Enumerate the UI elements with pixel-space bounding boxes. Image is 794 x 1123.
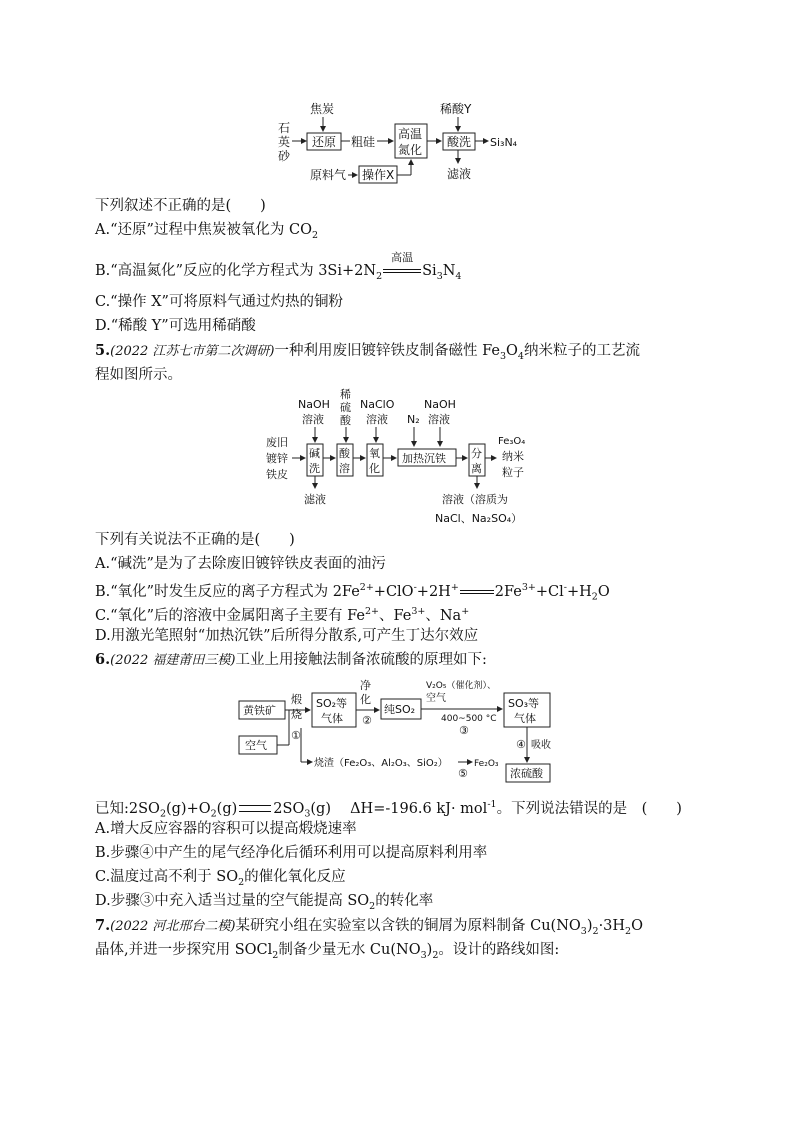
- text: 的催化氧化反应: [244, 869, 346, 885]
- fig2-acid-b: 溶: [339, 462, 350, 475]
- sub: 2: [312, 229, 319, 241]
- sup: 3+: [521, 582, 536, 593]
- sup: +: [461, 606, 470, 617]
- q6-option-d-text: D.步骤③中充入适当过量的空气能提高 SO: [95, 893, 370, 909]
- sub: 2: [210, 808, 217, 820]
- q6-source: (2022 福建莆田三模): [110, 653, 236, 668]
- sup: +: [450, 582, 459, 593]
- fig3-catalyst: V₂O₅（催化剂）、: [426, 681, 496, 691]
- sub: 4: [517, 350, 524, 362]
- formula: (g): [216, 800, 238, 817]
- fig2-naoh1-b: 溶液: [302, 413, 324, 426]
- flowchart-sulfuric-acid: [236, 676, 566, 788]
- fig1-raw-gas: 原料气: [310, 168, 347, 182]
- stem: 晶体,并进一步探究用 SOCl: [95, 942, 273, 958]
- q6-option-b[interactable]: B.步骤④中产生的尾气经净化后循环利用可以提高原料利用率: [95, 845, 488, 861]
- q6-option-d[interactable]: [95, 892, 433, 916]
- text: 的转化率: [375, 893, 434, 909]
- formula: 、Fe: [379, 607, 412, 624]
- fig2-naclo-a: NaClO: [360, 398, 395, 411]
- formula: 、Na: [425, 607, 462, 624]
- sub: 3: [304, 808, 311, 820]
- q7-source: (2022 河北邢台二模): [110, 919, 236, 934]
- fig1-reduce: 还原: [312, 135, 337, 149]
- stem: 纳米粒子的工艺流: [523, 343, 640, 359]
- sup: -: [563, 582, 567, 593]
- sup: 2+: [359, 582, 374, 593]
- fig1-stone-2: 英: [278, 135, 291, 149]
- sub: 3: [420, 949, 427, 961]
- fig2-feed-c: 铁皮: [266, 468, 288, 481]
- fig3-step3: ③: [459, 724, 469, 737]
- fig2-solution-a: 溶液（溶质为: [442, 493, 508, 506]
- q4-option-c[interactable]: C.“操作 X”可将原料气通过灼热的铜粉: [95, 294, 343, 310]
- stem: ): [586, 918, 593, 934]
- flowchart-fe3o4: [262, 388, 542, 528]
- sub: 3: [436, 270, 443, 282]
- fig2-product-c: 粒子: [502, 466, 524, 479]
- fig2-naoh1-a: NaOH: [298, 398, 330, 411]
- q5-option-c-text: C.“氧化”后的溶液中金属阳离子主要有 Fe: [95, 607, 365, 624]
- q5-stem-line2: 程如图所示。: [95, 367, 182, 383]
- fig3-so3-a: SO₃等: [508, 697, 540, 710]
- fig1-acid-wash: 酸洗: [447, 135, 472, 149]
- q5-source: (2022 江苏七市第二次调研): [110, 344, 275, 359]
- q6-option-c[interactable]: [95, 868, 346, 892]
- fig3-pure-so2: 纯SO₂: [384, 703, 416, 716]
- fig1-stone-1: 石: [278, 121, 291, 135]
- formula: (g) ΔH=-196.6 kJ· mol: [310, 800, 488, 817]
- q5-option-c[interactable]: [95, 603, 469, 625]
- fig3-so2-a: SO₂等: [316, 697, 348, 710]
- fig3-conc-acid: 浓硫酸: [510, 767, 543, 780]
- fig3-so2-b: 气体: [321, 712, 343, 725]
- sub: 3: [580, 925, 587, 937]
- sub: 4: [455, 270, 462, 282]
- flowchart-si3n4: [270, 100, 530, 190]
- fig3-step5: ⑤: [458, 767, 468, 780]
- formula: Si: [422, 263, 437, 279]
- fig2-h2so4-b: 硫: [340, 401, 351, 414]
- stem: ): [426, 942, 433, 958]
- formula: N: [442, 263, 456, 279]
- stem: 制备少量无水 Cu(NO: [278, 942, 421, 958]
- sub: 2: [591, 591, 598, 603]
- q4-stem: 下列叙述不正确的是( ): [95, 198, 266, 214]
- fig2-separate-a: 分: [471, 447, 482, 460]
- fig3-calcine-b: 烧: [291, 708, 302, 721]
- fig1-product: Si₃N₄: [490, 136, 518, 149]
- fig1-stone-3: 砂: [278, 149, 291, 163]
- sub: 2: [369, 900, 376, 912]
- sup: 2+: [364, 606, 379, 617]
- fig3-purify-a: 净: [360, 679, 371, 692]
- fig3-slag: 烧渣（Fe₂O₃、Al₂O₃、SiO₂）: [314, 758, 448, 769]
- stem: O: [506, 343, 518, 359]
- sub: 2: [625, 925, 632, 937]
- fig3-calcine-a: 煅: [291, 693, 302, 706]
- q4-option-d[interactable]: D.“稀酸 Y”可选用稀硝酸: [95, 318, 256, 334]
- fig1-coke: 焦炭: [310, 102, 335, 116]
- fig2-naoh2-a: NaOH: [424, 398, 456, 411]
- formula: 。下列说法错误的是 ( ): [496, 800, 682, 817]
- q6-stem: [95, 651, 487, 670]
- fig2-product-b: 纳米: [502, 450, 524, 463]
- stem: 某研究小组在实验室以含铁的铜屑为原料制备 Cu(NO: [235, 918, 581, 934]
- sup: -1: [487, 799, 497, 810]
- q4-option-a-text: A.“还原”过程中焦炭被氧化为 CO: [95, 222, 312, 238]
- fig2-naoh2-b: 溶液: [428, 413, 450, 426]
- double-line: [383, 269, 421, 273]
- fig1-filtrate: 滤液: [447, 167, 472, 181]
- sub: 2: [432, 949, 439, 961]
- sub: 2: [592, 925, 599, 937]
- equilibrium-arrow: [239, 805, 271, 812]
- fig2-alkali-b: 洗: [309, 462, 320, 475]
- sub: 2: [376, 270, 383, 282]
- fig2-solution-b: NaCl、Na₂SO₄）: [435, 512, 523, 525]
- q5-number: 5.: [95, 342, 111, 359]
- formula: +Cl: [535, 583, 564, 600]
- fig3-so3-b: 气体: [514, 712, 536, 725]
- formula: +ClO: [373, 583, 414, 600]
- fig2-oxidize-a: 氧: [369, 447, 380, 460]
- condition-label: 高温: [391, 251, 414, 264]
- stem: 。设计的路线如图:: [438, 942, 560, 958]
- fig2-n2: N₂: [407, 413, 420, 426]
- fig3-temp: 400~500 °C: [441, 714, 497, 724]
- formula: 已知:2SO: [95, 800, 160, 817]
- sub: 3: [499, 350, 507, 362]
- q4-option-a[interactable]: [95, 221, 318, 245]
- fig3-air2: 空气: [426, 693, 446, 704]
- stem: ·3H: [598, 918, 626, 934]
- stem: O: [631, 918, 643, 934]
- q6-option-c-text: C.温度过高不利于 SO: [95, 869, 239, 885]
- fig3-air: 空气: [245, 739, 267, 752]
- fig2-h2so4-c: 酸: [340, 414, 351, 427]
- double-line: [460, 590, 494, 594]
- fig2-acid-a: 酸: [339, 447, 350, 460]
- fig3-step4: ④: [516, 738, 526, 751]
- fig1-op-x: 操作X: [362, 168, 395, 182]
- q7-stem-line1: [95, 917, 643, 941]
- sup: -: [413, 582, 417, 593]
- sub: 2: [238, 876, 245, 888]
- sup: 3+: [411, 606, 426, 617]
- fig2-feed-a: 废旧: [266, 436, 288, 449]
- fig3-fe2o3: Fe₂O₃: [474, 759, 499, 769]
- fig3-absorb: 吸收: [531, 740, 551, 751]
- sub: 2: [272, 949, 279, 961]
- q5-stem-line1: [95, 342, 640, 366]
- stem: 一种利用废旧镀锌铁皮制备磁性 Fe: [274, 343, 500, 359]
- formula: 2SO: [273, 800, 305, 817]
- fig2-product-a: Fe₃O₄: [498, 436, 526, 447]
- formula: +H: [567, 583, 592, 600]
- fig2-filtrate: 滤液: [304, 493, 326, 506]
- fig2-separate-b: 离: [471, 462, 482, 475]
- q5-option-d[interactable]: D.用激光笔照射“加热沉铁”后所得分散系,可产生丁达尔效应: [95, 628, 479, 644]
- q4-option-b[interactable]: [95, 251, 462, 286]
- fig2-h2so4-a: 稀: [340, 388, 351, 401]
- fig2-naclo-b: 溶液: [366, 413, 388, 426]
- fig2-heat-precip: 加热沉铁: [402, 452, 446, 465]
- fig1-acid-y: 稀酸Y: [440, 102, 472, 116]
- formula: O: [597, 583, 610, 600]
- fig1-nitride-2: 氮化: [398, 143, 423, 157]
- q6-option-a[interactable]: A.增大反应容器的容积可以提高煅烧速率: [95, 821, 357, 837]
- formula: +2H: [416, 583, 451, 600]
- fig1-crude-si: 粗硅: [351, 135, 376, 149]
- formula: 2Fe: [494, 583, 522, 600]
- q6-number: 6.: [95, 651, 111, 668]
- fig3-purify-b: 化: [360, 693, 371, 706]
- fig2-oxidize-b: 化: [369, 462, 380, 475]
- stem: 工业上用接触法制备浓硫酸的原理如下:: [235, 652, 487, 668]
- q5-option-a[interactable]: A.“碱洗”是为了去除废旧镀锌铁皮表面的油污: [95, 556, 386, 572]
- q5-question: 下列有关说法不正确的是( ): [95, 532, 295, 548]
- fig2-alkali-a: 碱: [309, 447, 320, 460]
- q7-stem-line2: [95, 941, 559, 965]
- q4-option-b-text: B.“高温氮化”反应的化学方程式为 3Si+2N: [95, 263, 377, 279]
- fig3-pyrite: 黄铁矿: [243, 704, 276, 717]
- q5-option-b-text: B.“氧化”时发生反应的离子方程式为 2Fe: [95, 583, 360, 600]
- q7-number: 7.: [95, 917, 111, 934]
- fig1-nitride-1: 高温: [398, 127, 423, 141]
- fig3-step2: ②: [362, 714, 372, 727]
- reaction-condition: [382, 251, 422, 280]
- sub: 2: [159, 808, 166, 820]
- fig2-feed-b: 镀锌: [266, 452, 288, 465]
- fig3-step1: ①: [291, 729, 301, 742]
- formula: (g)+O: [165, 800, 211, 817]
